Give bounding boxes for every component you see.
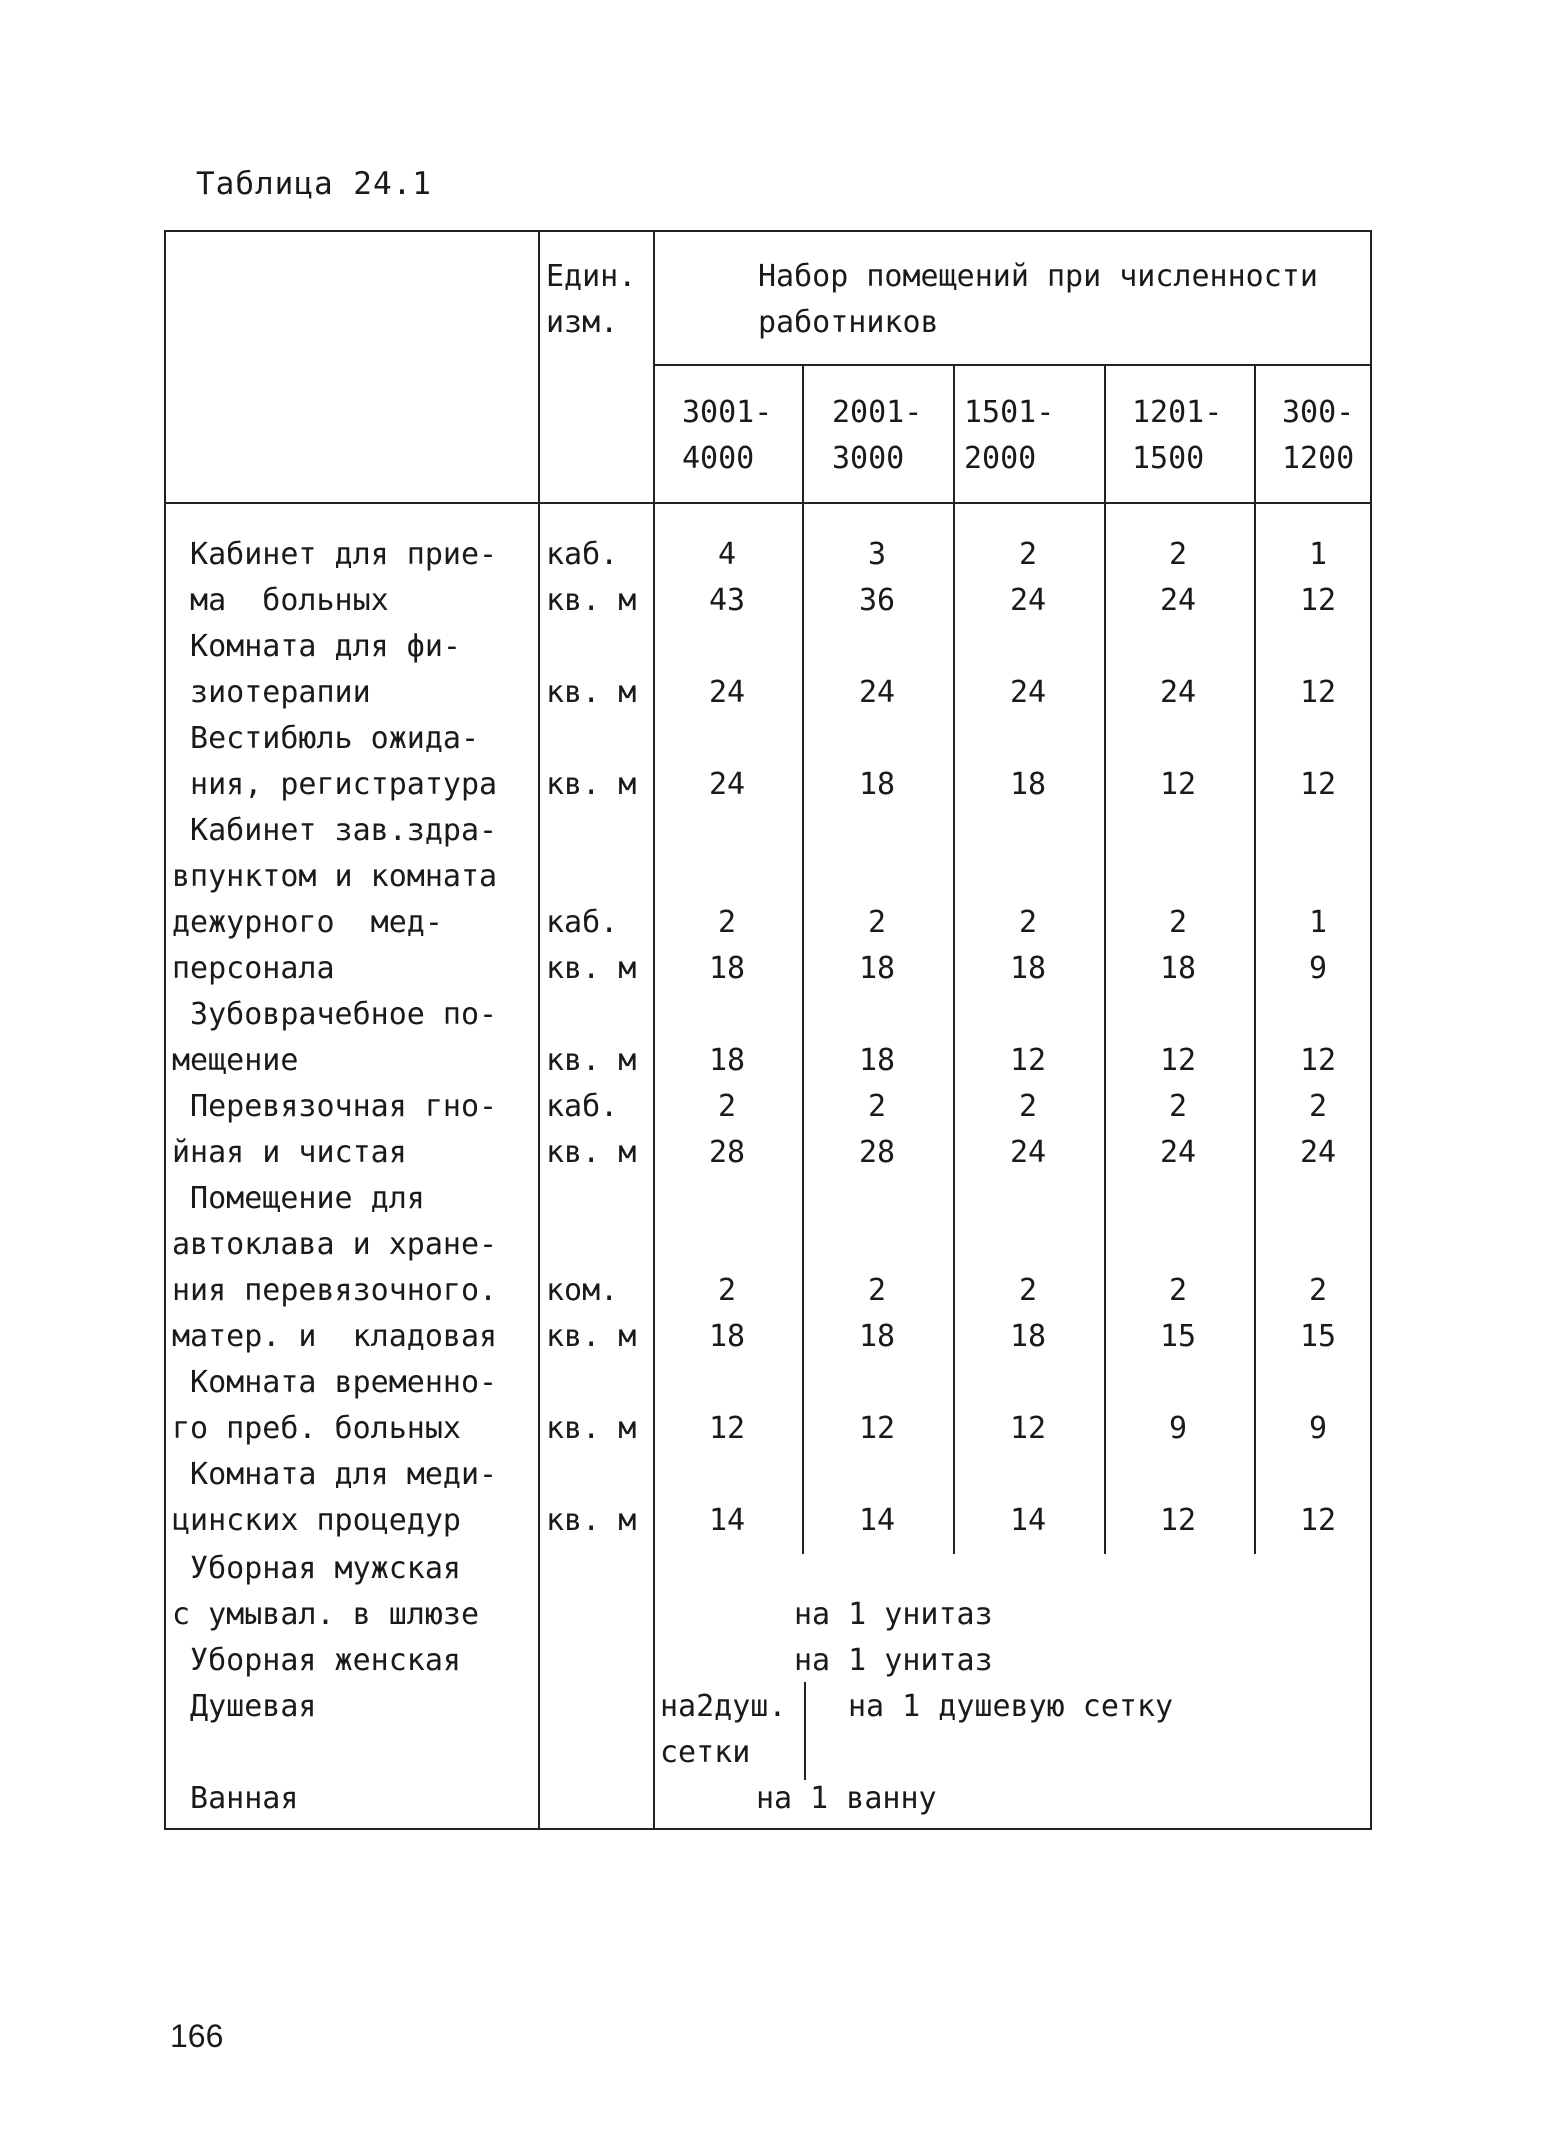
name-unit-divider	[538, 230, 540, 1830]
row-value: 1	[1308, 537, 1328, 572]
female-wc-value: на 1 унитаз	[794, 1643, 993, 1678]
col-divider-1	[802, 364, 804, 1554]
column-header-5-line2: 1200	[1282, 441, 1355, 476]
row-value: 12	[1299, 1043, 1337, 1078]
row-value: 24	[1009, 675, 1047, 710]
row-value: 2	[867, 1089, 887, 1124]
row-value: 18	[1159, 951, 1197, 986]
row-unit: ком.	[546, 1273, 619, 1308]
col-divider-2	[953, 364, 955, 1554]
row-unit: каб.	[546, 905, 619, 940]
shower-name: Душевая	[172, 1689, 317, 1724]
row-value: 12	[1159, 1043, 1197, 1078]
row-value: 24	[1159, 675, 1197, 710]
row-value: 24	[1159, 583, 1197, 618]
row-value: 18	[1009, 1319, 1047, 1354]
row-label: мещение	[172, 1043, 299, 1078]
row-value: 12	[1299, 767, 1337, 802]
male-wc-name-line2: с умывал. в шлюзе	[172, 1597, 480, 1632]
row-unit: кв. м	[546, 1135, 637, 1170]
row-value: 2	[1018, 537, 1038, 572]
row-value: 12	[1159, 767, 1197, 802]
row-label: Перевязочная гно-	[172, 1089, 498, 1124]
row-value: 12	[1299, 1503, 1337, 1538]
table-bottom-border	[164, 1828, 1372, 1830]
row-unit: кв. м	[546, 583, 637, 618]
row-value: 2	[1168, 1089, 1188, 1124]
row-value: 24	[708, 675, 746, 710]
row-value: 2	[717, 1273, 737, 1308]
row-unit: кв. м	[546, 1503, 637, 1538]
row-label: го преб. больных	[172, 1411, 461, 1446]
column-header-2-line2: 3000	[832, 441, 905, 476]
row-value: 2	[1018, 905, 1038, 940]
row-value: 9	[1308, 951, 1328, 986]
table-right-border	[1370, 230, 1372, 1830]
column-header-1-line1: 3001-	[682, 395, 773, 430]
header-group-line1: Набор помещений при численности	[758, 259, 1318, 294]
column-header-3-line1: 1501-	[964, 395, 1055, 430]
header-inner-rule	[653, 364, 1372, 366]
row-value: 1	[1308, 905, 1328, 940]
row-value: 15	[1299, 1319, 1337, 1354]
row-value: 12	[1009, 1043, 1047, 1078]
row-label: ния, регистратура	[172, 767, 498, 802]
row-value: 2	[1168, 1273, 1188, 1308]
row-value: 43	[708, 583, 746, 618]
row-value: 18	[858, 767, 896, 802]
row-value: 36	[858, 583, 896, 618]
row-value: 18	[858, 1319, 896, 1354]
row-label: Комната временно-	[172, 1365, 498, 1400]
row-value: 2	[717, 1089, 737, 1124]
bath-name: Ванная	[172, 1781, 299, 1816]
row-label: Помещение для	[172, 1181, 425, 1216]
row-value: 2	[1018, 1089, 1038, 1124]
row-value: 12	[1299, 583, 1337, 618]
row-value: 18	[858, 1043, 896, 1078]
table-top-border	[164, 230, 1372, 232]
col-divider-3	[1104, 364, 1106, 1554]
row-value: 14	[708, 1503, 746, 1538]
row-label: зиотерапии	[172, 675, 371, 710]
row-value: 12	[1159, 1503, 1197, 1538]
shower-value: на 1 душевую сетку	[848, 1689, 1174, 1724]
row-label: автоклава и хране-	[172, 1227, 498, 1262]
table-left-border	[164, 230, 166, 1830]
row-label: йная и чистая	[172, 1135, 407, 1170]
header-unit-line2: изм.	[546, 305, 619, 340]
row-value: 24	[708, 767, 746, 802]
row-value: 2	[717, 905, 737, 940]
row-label: Зубоврачебное по-	[172, 997, 498, 1032]
male-wc-value: на 1 унитаз	[794, 1597, 993, 1632]
row-unit: кв. м	[546, 675, 637, 710]
shower-divider	[804, 1682, 806, 1780]
row-value: 24	[1009, 583, 1047, 618]
row-value: 2	[867, 1273, 887, 1308]
row-value: 18	[1009, 767, 1047, 802]
row-value: 3	[867, 537, 887, 572]
row-value: 2	[1018, 1273, 1038, 1308]
row-label: персонала	[172, 951, 335, 986]
shower-unit-line2: сетки	[660, 1735, 751, 1770]
column-header-2-line1: 2001-	[832, 395, 923, 430]
row-value: 15	[1159, 1319, 1197, 1354]
row-unit: кв. м	[546, 1319, 637, 1354]
male-wc-name-line1: Уборная мужская	[172, 1551, 461, 1586]
row-value: 24	[1159, 1135, 1197, 1170]
row-label: ма больных	[172, 583, 389, 618]
row-value: 14	[858, 1503, 896, 1538]
row-unit: кв. м	[546, 1043, 637, 1078]
row-value: 24	[858, 675, 896, 710]
column-header-4-line1: 1201-	[1132, 395, 1223, 430]
col-divider-4	[1254, 364, 1256, 1554]
page-number: 166	[170, 2018, 224, 2054]
unit-values-divider	[653, 230, 655, 1830]
row-value: 18	[1009, 951, 1047, 986]
row-value: 12	[1299, 675, 1337, 710]
header-group-line2: работников	[758, 305, 939, 340]
row-label: Комната для фи-	[172, 629, 461, 664]
row-value: 4	[717, 537, 737, 572]
bath-value: на 1 ванну	[756, 1781, 937, 1816]
row-label: впунктом и комната	[172, 859, 498, 894]
row-label: матер. и кладовая	[172, 1319, 498, 1354]
row-value: 2	[1308, 1089, 1328, 1124]
row-value: 18	[708, 1319, 746, 1354]
row-value: 2	[1308, 1273, 1328, 1308]
row-value: 2	[867, 905, 887, 940]
row-label: Кабинет для прие-	[172, 537, 498, 572]
header-bottom-rule	[164, 502, 1372, 504]
column-header-1-line2: 4000	[682, 441, 755, 476]
header-unit-line1: Един.	[546, 259, 637, 294]
row-label: дежурного мед-	[172, 905, 443, 940]
row-value: 24	[1009, 1135, 1047, 1170]
row-value: 2	[1168, 537, 1188, 572]
row-value: 12	[858, 1411, 896, 1446]
row-label: ния перевязочного.	[172, 1273, 498, 1308]
female-wc-name: Уборная женская	[172, 1643, 461, 1678]
row-unit: кв. м	[546, 1411, 637, 1446]
row-value: 24	[1299, 1135, 1337, 1170]
row-value: 12	[708, 1411, 746, 1446]
row-value: 2	[1168, 905, 1188, 940]
row-value: 9	[1308, 1411, 1328, 1446]
row-label: цинских процедур	[172, 1503, 461, 1538]
row-label: Кабинет зав.здра-	[172, 813, 498, 848]
row-unit: кв. м	[546, 767, 637, 802]
row-value: 9	[1168, 1411, 1188, 1446]
row-value: 18	[708, 951, 746, 986]
row-unit: каб.	[546, 537, 619, 572]
row-label: Комната для меди-	[172, 1457, 498, 1492]
column-header-3-line2: 2000	[964, 441, 1037, 476]
row-value: 28	[708, 1135, 746, 1170]
column-header-5-line1: 300-	[1282, 395, 1355, 430]
row-value: 18	[708, 1043, 746, 1078]
row-unit: каб.	[546, 1089, 619, 1124]
row-value: 28	[858, 1135, 896, 1170]
row-value: 18	[858, 951, 896, 986]
column-header-4-line2: 1500	[1132, 441, 1205, 476]
shower-unit-line1: на2душ.	[660, 1689, 787, 1724]
row-value: 14	[1009, 1503, 1047, 1538]
row-unit: кв. м	[546, 951, 637, 986]
table-caption: Таблица 24.1	[196, 166, 432, 202]
row-value: 12	[1009, 1411, 1047, 1446]
row-label: Вестибюль ожида-	[172, 721, 480, 756]
